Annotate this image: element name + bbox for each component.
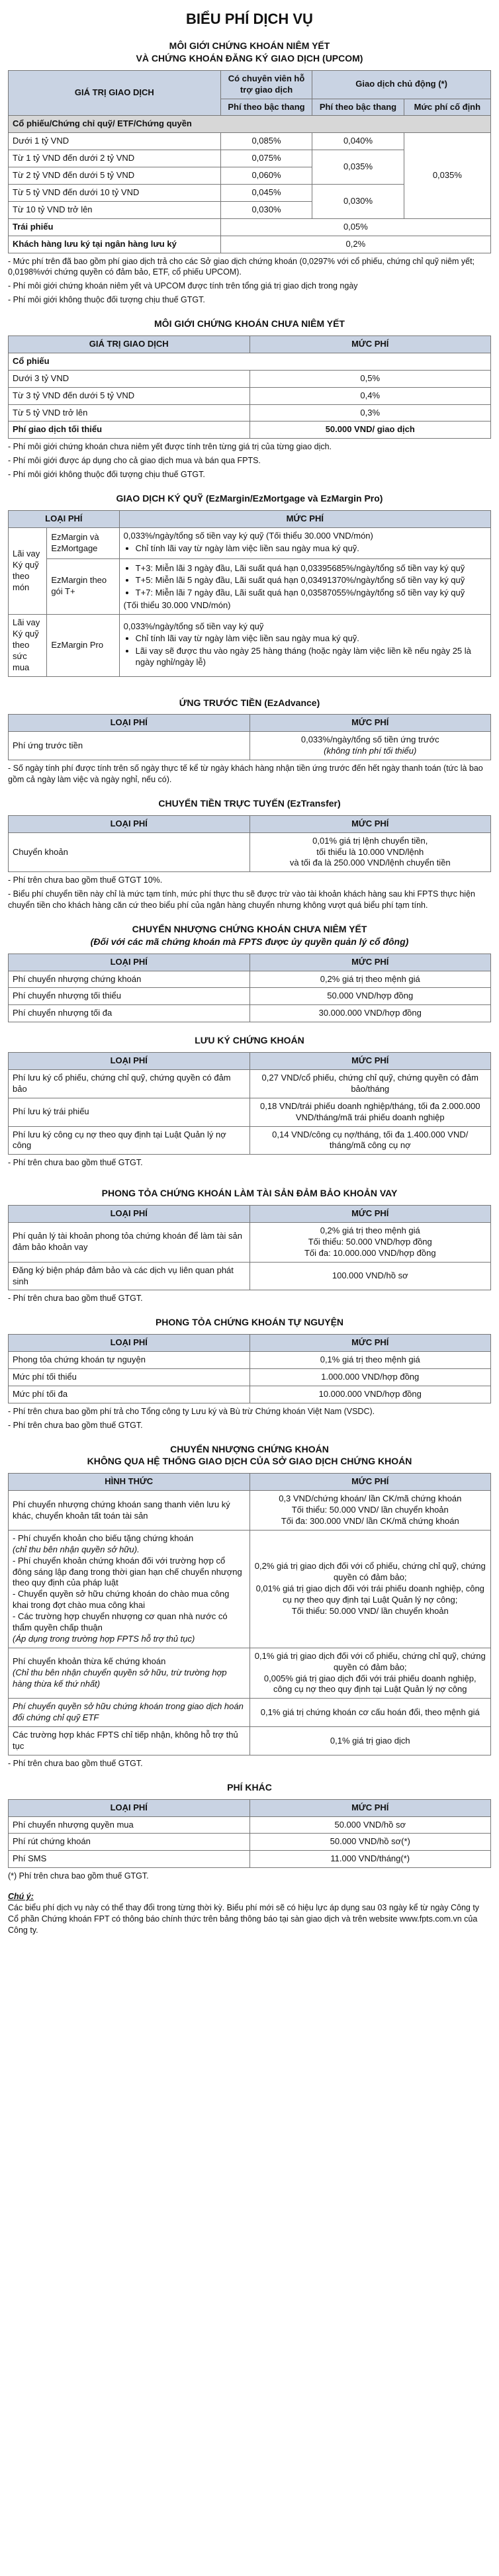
unlisted-transfer-heading: CHUYỂN NHƯỢNG CHỨNG KHOÁN CHƯA NIÊM YẾT (Đối với các mã chứng khoán mà FPTS được ủy quyền quản lý cổ đông) xyxy=(90,923,409,947)
table-row: Phí lưu ký trái phiếu 0,18 VND/trái phiếu doanh nghiệp/tháng, tối đa 2.000.000 VND/tháng/mã trái phiếu doanh nghiệp xyxy=(9,1098,491,1126)
table-row: Phí lưu ký công cụ nợ theo quy định tại Luật Quản lý nợ công 0,14 VND/công cụ nợ/tháng, tối đa 1.400.000 VND/ tháng/mã công cụ nợ xyxy=(9,1126,491,1155)
advance-heading: ỨNG TRƯỚC TIỀN (EzAdvance) xyxy=(179,697,320,708)
table-row: Phí giao dịch tối thiểu 50.000 VND/ giao dịch xyxy=(9,422,491,439)
table-row: Phí ứng trước tiền 0,033%/ngày/tổng số tiền ứng trước (không tính phí tối thiểu) xyxy=(9,732,491,760)
table-row: Phí chuyển nhượng chứng khoán sang thanh viên lưu ký khác, chuyển khoản tất toán tài sản 0,3 VND/chứng khoán/ lần CK/mã chứng khoán Tối thiểu: 50.000 VND/ lần chuyển khoản Tối đa: 300.000 VND/ lần CK/mã chứng khoán xyxy=(9,1491,491,1531)
page-title: BIỂU PHÍ DỊCH VỤ xyxy=(186,11,313,27)
table-row: Từ 5 tỷ VND trở lên 0,3% xyxy=(9,404,491,422)
table-row: Chuyển khoản 0,01% giá trị lệnh chuyển tiền, tối thiểu là 10.000 VND/lệnh và tối đa là 250.000 VND/lệnh chuyển tiền xyxy=(9,832,491,872)
table-row: Từ 3 tỷ VND đến dưới 5 tỷ VND 0,4% xyxy=(9,387,491,404)
table-row: Các trường hợp khác FPTS chỉ tiếp nhận, không hỗ trợ thủ tục 0,1% giá trị giao dịch xyxy=(9,1727,491,1755)
transfer-table: LOẠI PHÍ MỨC PHÍ Chuyển khoản 0,01% giá trị lệnh chuyển tiền, tối thiểu là 10.000 VND/lệnh và tối đa là 250.000 VND/lệnh chuyển tiền xyxy=(8,815,491,873)
advance-table: LOẠI PHÍ MỨC PHÍ Phí ứng trước tiền 0,033%/ngày/tổng số tiền ứng trước (không tính phí tối thiểu) xyxy=(8,714,491,760)
voluntary-block-table: LOẠI PHÍ MỨC PHÍ Phong tỏa chứng khoán tự nguyện 0,1% giá trị theo mệnh giá Mức phí tối thiểu 1.000.000 VND/hợp đồng Mức phí tối đa 10.000.000 VND/hợp đồng xyxy=(8,1334,491,1403)
unlisted-brokerage-heading: MÔI GIỚI CHỨNG KHOÁN CHƯA NIÊM YẾT xyxy=(154,318,345,330)
table-row: Từ 5 tỷ VND đến dưới 10 tỷ VND 0,045% 0,030% xyxy=(9,185,491,202)
voluntary-block-heading: PHONG TỎA CHỨNG KHOÁN TỰ NGUYỆN xyxy=(155,1317,344,1328)
custody-heading: LƯU KÝ CHỨNG KHOÁN xyxy=(195,1035,304,1046)
table-row: Phí SMS 11.000 VND/tháng(*) xyxy=(9,1851,491,1868)
listed-brokerage-notes: - Mức phí trên đã bao gồm phí giao dịch trả cho các Sở giao dịch chứng khoán (0,0297% với cổ phiếu, chứng chỉ quỹ niêm yết; 0,0198%với chứng quyền có đảm bảo, ETF, cổ phiếu UPCOM). - Phí môi giới chứng khoán niêm yết và UPCOM được tính trên tổng giá trị giao dịch trong ngày - Phí môi giới không thuộc đối tượng chịu thuế GTGT. xyxy=(8,256,475,305)
table-row: EzMargin theo gói T+ • T+3: Miễn lãi 3 ngày đầu, Lãi suất quá hạn 0,03395685%/ngày/tổng số tiền vay ký quỹ • T+5: Miễn lãi 5 ngày đầu, Lãi suất quá hạn 0,03491370%/ngày/tổng số tiền vay ký quỹ • T+7: Miễn lãi 7 ngày đầu, Lãi suất quá hạn 0,03587055%/ngày/tổng số tiền vay ký quỹ (Tối thiểu 30.000 VND/món) xyxy=(9,558,491,615)
table-row: Khách hàng lưu ký tại ngân hàng lưu ký 0,2% xyxy=(9,236,491,253)
margin-heading: GIAO DỊCH KÝ QUỸ (EzMargin/EzMortgage và EzMargin Pro) xyxy=(116,492,383,504)
table-row: Phí lưu ký cổ phiếu, chứng chỉ quỹ, chứng quyền có đảm bảo 0,27 VND/cổ phiếu, chứng chỉ quỹ, chứng quyền có đảm bảo/tháng xyxy=(9,1070,491,1098)
table-row: Đăng ký biện pháp đảm bảo và các dịch vụ liên quan phát sinh 100.000 VND/hồ sơ xyxy=(9,1262,491,1290)
table-row: Phí chuyển nhượng chứng khoán 0,2% giá trị theo mệnh giá xyxy=(9,971,491,988)
listed-brokerage-heading: MÔI GIỚI CHỨNG KHOÁN NIÊM YẾT VÀ CHỨNG KHOÁN ĐĂNG KÝ GIAO DỊCH (UPCOM) xyxy=(136,40,363,64)
table-row: Phí chuyển nhượng tối đa 30.000.000 VND/hợp đồng xyxy=(9,1005,491,1022)
transfer-heading: CHUYỂN TIỀN TRỰC TUYẾN (EzTransfer) xyxy=(158,797,341,809)
fee-schedule-page: BIỂU PHÍ DỊCH VỤ MÔI GIỚI CHỨNG KHOÁN NIÊM YẾT VÀ CHỨNG KHOÁN ĐĂNG KÝ GIAO DỊCH (UPCOM) GIÁ TRỊ GIAO DỊCH Có chuyên viên hỗ trợ giao dịch Giao dịch chủ động (*) Phí theo bậc thang Phí theo bậc thang Mức phí cố định Cổ phiếu/Chứng chỉ quỹ/ ETF/Chứng quyền Dưới 1 tỷ VND 0,085% 0,040% 0,035% Từ 1 tỷ VND đến dưới 2 tỷ VND 0,075% 0,035% Từ 2 tỷ VND đến dưới 5 tỷ VND 0,060% Từ 5 tỷ VND đến dưới 10 tỷ VND 0,045% 0,030% Từ 10 tỷ VND trở lên 0,030% Trái phiếu 0,05% Khách hàng lưu ký tại ngân hàng lưu ký 0,2% - Mức phí trên đã bao gồm phí giao dịch trả cho các Sở giao dịch chứng khoán (0,0297% với cổ phiếu, chứng chỉ quỹ niêm yết; 0,0198%với chứng quyền có đảm bảo, ETF, cổ phiếu UPCOM). - Phí môi giới chứng khoán niêm yết và UPCOM được tính trên tổng giá trị giao dịch trong ngày - Phí môi giới không thuộc đối tượng chịu thuế GTGT. MÔI GIỚI CHỨNG KHOÁN CHƯA NIÊM YẾT GIÁ TRỊ GIAO DỊCH MỨC PHÍ Cổ phiếu Dưới 3 tỷ VND 0,5% Từ 3 tỷ VND đến dưới 5 tỷ VND 0,4% Từ 5 tỷ VND trở lên 0,3% Phí giao dịch tối thiểu 50.000 VND/ giao dịch - Phí môi giới chứng khoán chưa niêm yết được tính trên từng giá trị của từng giao dịch. - Phí môi giới được áp dụng cho cả giao dịch mua và bán qua FPTS. - Phí môi giới không thuộc đối tượng chịu thuế GTGT. GIAO DỊCH KÝ QUỸ (EzMargin/EzMortgage và EzMargin Pro) LOẠI PHÍ MỨC PHÍ Lãi vay Ký quỹ theo món EzMargin và EzMortgage 0,033%/ngày/tổng số tiền vay ký quỹ (Tối thiểu 30.000 VND/món) • Chỉ tính lãi vay từ ngày làm việc liền sau ngày mua ký quỹ. EzMargin theo gói T+ • T+3: Miễn lãi 3 ngày đầu, Lãi suất quá hạn 0,03395685%/ngày/tổng số tiền vay ký quỹ • T+5: Miễn lãi 5 ngày đầu, Lãi suất quá hạn 0,03491370%/ngày/tổng số tiền vay ký quỹ • T+7: Miễn lãi 7 ngày đầu, Lãi suất quá hạn 0,03587055%/ngày/tổng số tiền vay ký quỹ (Tối thiểu 30.000 VND/món) Lãi vay Ký quỹ theo sức mua EzMargin Pro 0,033%/ngày/tổng số tiền vay ký quỹ • Chỉ tính lãi vay từ ngày làm việc liền sau ngày mua ký quỹ. • Lãi vay sẽ được thu vào ngày 25 hàng tháng (hoặc ngày làm việc liền kề nếu ngày 25 là ngày nghỉ/ngày lễ) ỨNG TRƯỚC TIỀN (EzAdvance) LOẠI PHÍ MỨC PHÍ Phí ứng trước tiền 0,033%/ngày/tổng số tiền ứng trước (không tính phí tối thiểu) - Số ngày tính phí được tính trên số ngày thực tế kể từ ngày khách hàng nhận tiền ứng trước đến hết ngày thanh toán (tức là bao gồm cả ngày làm việc và ngày nghỉ, nếu có). CHUYỂN TIỀN TRỰC TUYẾN (EzTransfer) LOẠI PHÍ MỨC PHÍ Chuyển khoản 0,01% giá trị lệnh chuyển tiền, tối thiểu là 10.000 VND/lệnh và tối đa là 250.000 VND/lệnh chuyển tiền - Phí trên chưa bao gồm thuế GTGT 10%. - Biểu phí chuyển tiền này chỉ là mức tạm tính, mức phí thực thu sẽ được trừ vào tài khoản khách hàng sau khi FPTS thực hiện chuyển tiền cho khách hàng căn cứ theo biểu phí của ngân hàng chuyển nhưng không vượt quá biểu phí tạm tính. CHUYỂN NHƯỢNG CHỨNG KHOÁN CHƯA NIÊM YẾT (Đối với các mã chứng khoán mà FPTS được ủy quyền quản lý cổ đông) LOẠI PHÍ MỨC PHÍ Phí chuyển nhượng chứng khoán 0,2% giá trị theo mệnh giá Phí chuyển nhượng tối thiểu 50.000 VND/hợp đồng Phí chuyển nhượng tối đa 30.000.000 VND/hợp đồng LƯU KÝ CHỨNG KHOÁN LOẠI PHÍ MỨC PHÍ Phí lưu ký cổ phiếu, chứng chỉ quỹ, chứng quyền có đảm bảo 0,27 VND/cổ phiếu, chứng chỉ quỹ, chứng quyền có đảm bảo/tháng Phí lưu ký trái phiếu 0,18 VND/trái phiếu doanh nghiệp/tháng, tối đa 2.000.000 VND/tháng/mã trái phiếu doanh nghiệp Phí lưu ký công cụ nợ theo quy định tại Luật Quản lý nợ công 0,14 VND/công cụ nợ/tháng, tối đa 1.400.000 VND/ tháng/mã công cụ nợ - Phí trên chưa bao gồm thuế GTGT. PHONG TỎA CHỨNG KHOÁN LÀM TÀI SẢN ĐẢM BẢO KHOẢN VAY LOẠI PHÍ MỨC PHÍ Phí quản lý tài khoản phong tỏa chứng khoán để làm tài sản đảm bảo khoản vay 0,2% giá trị theo mệnh giá Tối thiểu: 50.000 VND/hợp đồng Tối đa: 10.000.000 VND/hợp đồng Đăng ký biện pháp đảm bảo và các dịch vụ liên quan phát sinh 100.000 VND/hồ sơ - Phí trên chưa bao gồm thuế GTGT. PHONG TỎA CHỨNG KHOÁN TỰ NGUYỆN LOẠI PHÍ MỨC PHÍ Phong tỏa chứng khoán tự nguyện 0,1% giá trị theo mệnh giá Mức phí tối thiểu 1.000.000 VND/hợp đồng Mức phí tối đa 10.000.000 VND/hợp đồng - Phí trên chưa bao gồm phí trả cho Tổng công ty Lưu ký và Bù trừ Chứng khoán Việt Nam (VSDC). - Phí trên chưa bao gồm thuế GTGT. CHUYỂN NHƯỢNG CHỨNG KHOÁN KHÔNG QUA HỆ THỐNG GIAO DỊCH CỦA SỞ GIAO DỊCH CHỨNG KHOÁN HÌNH THỨC MỨC PHÍ Phí chuyển nhượng chứng khoán sang thanh viên lưu ký khác, chuyển khoản tất toán tài sản 0,3 VND/chứng khoán/ lần CK/mã chứng khoán Tối thiểu: 50.000 VND/ lần chuyển khoản Tối đa: 300.000 VND/ lần CK/mã chứng khoán - Phí chuyển khoản cho biếu tặng chứng khoán (chỉ thu bên nhận quyền sở hữu). - Phí chuyển khoản chứng khoán đối với trường hợp cổ đông sáng lập đang trong thời gian hạn chế chuyển nhượng theo quy định của pháp luật - Chuyển quyền sở hữu chứng khoán do chào mua công khai trong đợt chào mua công khai - Các trường hợp chuyển nhượng cơ quan nhà nước có thẩm quyền chấp thuận (Áp dụng trong trường hợp FPTS hỗ trợ thủ tục) 0,2% giá trị giao dịch đối với cổ phiếu, chứng chỉ quỹ, chứng quyền có đảm bảo; 0,01% giá trị giao dịch đối với trái phiếu doanh nghiệp, công cụ nợ theo quy định tại Luật Quản lý nợ công; Tối thiểu: 50.000 VND/ lần chuyển khoản Phí chuyển khoản thừa kế chứng khoán (Chỉ thu bên nhận chuyển quyền sở hữu, trừ trường hợp hàng thừa kế thứ nhất) 0,1% giá trị giao dịch đối với cổ phiếu, chứng chỉ quỹ, chứng quyền có đảm bảo; 0,005% giá trị giao dịch đối với trái phiếu doanh nghiệp, công cụ nợ theo quy định tại Luật Quản lý nợ công Phí chuyển quyền sở hữu chứng khoán trong giao dịch hoán đổi chứng chỉ quỹ ETF 0,1% giá trị chứng khoán cơ cấu hoán đổi, theo mệnh giá Các trường hợp khác FPTS chỉ tiếp nhận, không hỗ trợ thủ tục 0,1% giá trị giao dịch - Phí trên chưa bao gồm thuế GTGT. PHÍ KHÁC LOẠI PHÍ MỨC PHÍ Phí chuyển nhượng quyền mua 50.000 VND/hồ sơ Phí rút chứng khoán 50.000 VND/hồ sơ(*) Phí SMS 11.000 VND/tháng(*) (*) Phí trên chưa bao gồm thuế GTGT. Chú ý: Các biểu phí dịch vụ này có thể thay đổi trong từng thời kỳ. Biểu phí mới sẽ có hiệu lực áp dụng sau 03 ngày kể từ ngày Công ty Cổ phần Chứng khoán FPT có thông báo chính thức trên bảng thông báo tại sàn giao dịch và trên website www.fpts.com.vn của Công ty. xyxy=(8,0,491,1949)
footer-note: Chú ý: Các biểu phí dịch vụ này có thể thay đổi trong từng thời kỳ. Biểu phí mới sẽ có hiệu lực áp dụng sau 03 ngày kể từ ngày Công ty Cổ phần Chứng khoán FPT có thông báo chính thức trên bảng thông báo tại sàn giao dịch và trên website www.fpts.com.vn của Công ty. xyxy=(8,1892,480,1935)
table-row: Phí rút chứng khoán 50.000 VND/hồ sơ(*) xyxy=(9,1834,491,1851)
table-row: Lãi vay Ký quỹ theo món EzMargin và EzMortgage 0,033%/ngày/tổng số tiền vay ký quỹ (Tối thiểu 30.000 VND/món) • Chỉ tính lãi vay từ ngày làm việc liền sau ngày mua ký quỹ. xyxy=(9,527,491,558)
table-row: Lãi vay Ký quỹ theo sức mua EzMargin Pro 0,033%/ngày/tổng số tiền vay ký quỹ • Chỉ tính lãi vay từ ngày làm việc liền sau ngày mua ký quỹ. • Lãi vay sẽ được thu vào ngày 25 hàng tháng (hoặc ngày làm việc liền kề nếu ngày 25 là ngày nghỉ/ngày lễ) xyxy=(9,615,491,676)
unlisted-brokerage-notes: - Phí môi giới chứng khoán chưa niêm yết được tính trên từng giá trị của từng giao dịch. - Phí môi giới được áp dụng cho cả giao dịch mua và bán qua FPTS. - Phí môi giới không thuộc đối tượng chịu thuế GTGT. xyxy=(8,442,332,480)
collateral-block-table: LOẠI PHÍ MỨC PHÍ Phí quản lý tài khoản phong tỏa chứng khoán để làm tài sản đảm bảo khoản vay 0,2% giá trị theo mệnh giá Tối thiểu: 50.000 VND/hợp đồng Tối đa: 10.000.000 VND/hợp đồng Đăng ký biện pháp đảm bảo và các dịch vụ liên quan phát sinh 100.000 VND/hồ sơ xyxy=(8,1205,491,1290)
table-row: Phí chuyển quyền sở hữu chứng khoán trong giao dịch hoán đổi chứng chỉ quỹ ETF 0,1% giá trị chứng khoán cơ cấu hoán đổi, theo mệnh giá xyxy=(9,1699,491,1727)
table-row: Từ 10 tỷ VND trở lên 0,030% xyxy=(9,201,491,218)
other-fees-heading: PHÍ KHÁC xyxy=(227,1781,272,1793)
collateral-block-heading: PHONG TỎA CHỨNG KHOÁN LÀM TÀI SẢN ĐẢM BẢO KHOẢN VAY xyxy=(101,1188,398,1199)
unlisted-brokerage-table: GIÁ TRỊ GIAO DỊCH MỨC PHÍ Cổ phiếu Dưới 3 tỷ VND 0,5% Từ 3 tỷ VND đến dưới 5 tỷ VND 0,4% Từ 5 tỷ VND trở lên 0,3% Phí giao dịch tối thiểu 50.000 VND/ giao dịch xyxy=(8,335,491,439)
table-row: Từ 1 tỷ VND đến dưới 2 tỷ VND 0,075% 0,035% xyxy=(9,150,491,167)
table-row: Dưới 3 tỷ VND 0,5% xyxy=(9,370,491,387)
table-row: Phí chuyển nhượng quyền mua 50.000 VND/hồ sơ xyxy=(9,1816,491,1834)
table-row: Dưới 1 tỷ VND 0,085% 0,040% 0,035% xyxy=(9,133,491,150)
otc-transfer-heading: CHUYỂN NHƯỢNG CHỨNG KHOÁN KHÔNG QUA HỆ THỐNG GIAO DỊCH CỦA SỞ GIAO DỊCH CHỨNG KHOÁN xyxy=(87,1443,412,1467)
other-fees-table: LOẠI PHÍ MỨC PHÍ Phí chuyển nhượng quyền mua 50.000 VND/hồ sơ Phí rút chứng khoán 50.000 VND/hồ sơ(*) Phí SMS 11.000 VND/tháng(*) xyxy=(8,1799,491,1869)
listed-brokerage-table: GIÁ TRỊ GIAO DỊCH Có chuyên viên hỗ trợ giao dịch Giao dịch chủ động (*) Phí theo bậc thang Phí theo bậc thang Mức phí cố định Cổ phiếu/Chứng chỉ quỹ/ ETF/Chứng quyền Dưới 1 tỷ VND 0,085% 0,040% 0,035% Từ 1 tỷ VND đến dưới 2 tỷ VND 0,075% 0,035% Từ 2 tỷ VND đến dưới 5 tỷ VND 0,060% Từ 5 tỷ VND đến dưới 10 tỷ VND 0,045% 0,030% Từ 10 tỷ VND trở lên 0,030% Trái phiếu 0,05% Khách hàng lưu ký tại ngân hàng lưu ký 0,2% xyxy=(8,70,491,253)
table-row: Phí chuyển nhượng tối thiểu 50.000 VND/hợp đồng xyxy=(9,988,491,1005)
table-row: Phí chuyển khoản thừa kế chứng khoán (Chỉ thu bên nhận chuyển quyền sở hữu, trừ trường hợp hàng thừa kế thứ nhất) 0,1% giá trị giao dịch đối với cổ phiếu, chứng chỉ quỹ, chứng quyền có đảm bảo; 0,005% giá trị giao dịch đối với trái phiếu doanh nghiệp, công cụ nợ theo quy định tại Luật Quản lý nợ công xyxy=(9,1648,491,1699)
custody-table: LOẠI PHÍ MỨC PHÍ Phí lưu ký cổ phiếu, chứng chỉ quỹ, chứng quyền có đảm bảo 0,27 VND/cổ phiếu, chứng chỉ quỹ, chứng quyền có đảm bảo/tháng Phí lưu ký trái phiếu 0,18 VND/trái phiếu doanh nghiệp/tháng, tối đa 2.000.000 VND/tháng/mã trái phiếu doanh nghiệp Phí lưu ký công cụ nợ theo quy định tại Luật Quản lý nợ công 0,14 VND/công cụ nợ/tháng, tối đa 1.400.000 VND/ tháng/mã công cụ nợ xyxy=(8,1052,491,1155)
table-row: Trái phiếu 0,05% xyxy=(9,218,491,236)
table-row: Mức phí tối thiểu 1.000.000 VND/hợp đồng xyxy=(9,1369,491,1386)
otc-transfer-table: HÌNH THỨC MỨC PHÍ Phí chuyển nhượng chứng khoán sang thanh viên lưu ký khác, chuyển khoản tất toán tài sản 0,3 VND/chứng khoán/ lần CK/mã chứng khoán Tối thiểu: 50.000 VND/ lần chuyển khoản Tối đa: 300.000 VND/ lần CK/mã chứng khoán - Phí chuyển khoản cho biếu tặng chứng khoán (chỉ thu bên nhận quyền sở hữu). - Phí chuyển khoản chứng khoán đối với trường hợp cổ đông sáng lập đang trong thời gian hạn chế chuyển nhượng theo quy định của pháp luật - Chuyển quyền sở hữu chứng khoán do chào mua công khai trong đợt chào mua công khai - Các trường hợp chuyển nhượng cơ quan nhà nước có thẩm quyền chấp thuận (Áp dụng trong trường hợp FPTS hỗ trợ thủ tục) 0,2% giá trị giao dịch đối với cổ phiếu, chứng chỉ quỹ, chứng quyền có đảm bảo; 0,01% giá trị giao dịch đối với trái phiếu doanh nghiệp, công cụ nợ theo quy định tại Luật Quản lý nợ công; Tối thiểu: 50.000 VND/ lần chuyển khoản Phí chuyển khoản thừa kế chứng khoán (Chỉ thu bên nhận chuyển quyền sở hữu, trừ trường hợp hàng thừa kế thứ nhất) 0,1% giá trị giao dịch đối với cổ phiếu, chứng chỉ quỹ, chứng quyền có đảm bảo; 0,005% giá trị giao dịch đối với trái phiếu doanh nghiệp, công cụ nợ theo quy định tại Luật Quản lý nợ công Phí chuyển quyền sở hữu chứng khoán trong giao dịch hoán đổi chứng chỉ quỹ ETF 0,1% giá trị chứng khoán cơ cấu hoán đổi, theo mệnh giá Các trường hợp khác FPTS chỉ tiếp nhận, không hỗ trợ thủ tục 0,1% giá trị giao dịch xyxy=(8,1473,491,1755)
table-row: Từ 2 tỷ VND đến dưới 5 tỷ VND 0,060% xyxy=(9,167,491,185)
unlisted-transfer-table: LOẠI PHÍ MỨC PHÍ Phí chuyển nhượng chứng khoán 0,2% giá trị theo mệnh giá Phí chuyển nhượng tối thiểu 50.000 VND/hợp đồng Phí chuyển nhượng tối đa 30.000.000 VND/hợp đồng xyxy=(8,954,491,1023)
table-row: Phí quản lý tài khoản phong tỏa chứng khoán để làm tài sản đảm bảo khoản vay 0,2% giá trị theo mệnh giá Tối thiểu: 50.000 VND/hợp đồng Tối đa: 10.000.000 VND/hợp đồng xyxy=(9,1223,491,1263)
table-row: Phong tỏa chứng khoán tự nguyện 0,1% giá trị theo mệnh giá xyxy=(9,1352,491,1369)
margin-table: LOẠI PHÍ MỨC PHÍ Lãi vay Ký quỹ theo món EzMargin và EzMortgage 0,033%/ngày/tổng số tiền vay ký quỹ (Tối thiểu 30.000 VND/món) • Chỉ tính lãi vay từ ngày làm việc liền sau ngày mua ký quỹ. EzMargin theo gói T+ • T+3: Miễn lãi 3 ngày đầu, Lãi suất quá hạn 0,03395685%/ngày/tổng số tiền vay ký quỹ • T+5: Miễn lãi 5 ngày đầu, Lãi suất quá hạn 0,03491370%/ngày/tổng số tiền vay ký quỹ • T+7: Miễn lãi 7 ngày đầu, Lãi suất quá hạn 0,03587055%/ngày/tổng số tiền vay ký quỹ (Tối thiểu 30.000 VND/món) Lãi vay Ký quỹ theo sức mua EzMargin Pro 0,033%/ngày/tổng số tiền vay ký quỹ • Chỉ tính lãi vay từ ngày làm việc liền sau ngày mua ký quỹ. • Lãi vay sẽ được thu vào ngày 25 hàng tháng (hoặc ngày làm việc liền kề nếu ngày 25 là ngày nghỉ/ngày lễ) xyxy=(8,510,491,677)
table-row: - Phí chuyển khoản cho biếu tặng chứng khoán (chỉ thu bên nhận quyền sở hữu). - Phí chuyển khoản chứng khoán đối với trường hợp cổ đông sáng lập đang trong thời gian hạn chế chuyển nhượng theo quy định của pháp luật - Chuyển quyền sở hữu chứng khoán do chào mua công khai trong đợt chào mua công khai - Các trường hợp chuyển nhượng cơ quan nhà nước có thẩm quyền chấp thuận (Áp dụng trong trường hợp FPTS hỗ trợ thủ tục) 0,2% giá trị giao dịch đối với cổ phiếu, chứng chỉ quỹ, chứng quyền có đảm bảo; 0,01% giá trị giao dịch đối với trái phiếu doanh nghiệp, công cụ nợ theo quy định tại Luật Quản lý nợ công; Tối thiểu: 50.000 VND/ lần chuyển khoản xyxy=(9,1530,491,1648)
table-row: Mức phí tối đa 10.000.000 VND/hợp đồng xyxy=(9,1386,491,1403)
